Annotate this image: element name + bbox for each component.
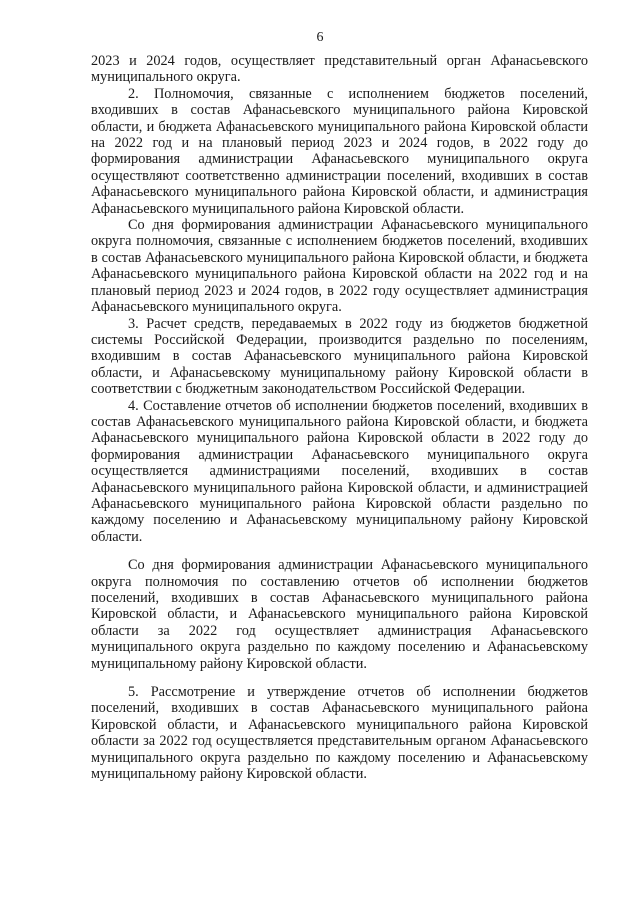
paragraph-item-5: 5. Рассмотрение и утверждение отчетов об исполнении бюджетов поселений, входивших в состав Афанасьевского муниципального района Кировской области, и Афанасьевского муниципального района Кировской области за 2022 год осуществляется представительным органом Афанасьевского муниципального округа раздельно по каждому поселению и Афанасьевскому муниципальному району Кировской области. — [91, 684, 588, 783]
paragraph-item-2-continued: Со дня формирования администрации Афанасьевского муниципального округа полномочия, связанные с исполнением бюджетов поселений, входивших в состав Афанасьевского муниципального района Кировской области, и бюджета Афанасьевского муниципального района Кировской области на 2022 год и на плановый период 2023 и 2024 годов, в 2022 году осуществляет администрация Афанасьевского муниципального округа. — [91, 217, 588, 316]
paragraph-item-4-continued: Со дня формирования администрации Афанасьевского муниципального округа полномочия по составлению отчетов об исполнении бюджетов поселений, входивших в состав Афанасьевского муниципального района Кировской области, и Афанасьевского муниципального района Кировской области за 2022 год осуществляет администрация Афанасьевского муниципального округа раздельно по каждому поселению и Афанасьевскому муниципальному району Кировской области. — [91, 557, 588, 672]
paragraph-item-4: 4. Составление отчетов об исполнении бюджетов поселений, входивших в состав Афанасьевского муниципального района Кировской области, и бюджета Афанасьевского муниципального района Кировской области в 2022 году до формирования администрации Афанасьевского муниципального округа осуществляется администрациями поселений, входивших в состав Афанасьевского муниципального района Кировской области, и администрацией Афанасьевского муниципального района Кировской области раздельно по каждому поселению и Афанасьевскому муниципальному району Кировской области. — [91, 397, 588, 545]
page-number: 6 — [316, 30, 324, 45]
paragraph-continuation: 2023 и 2024 годов, осуществляет представительный орган Афанасьевского муниципального округа. — [91, 53, 588, 86]
paragraph-item-2: 2. Полномочия, связанные с исполнением бюджетов поселений, входивших в состав Афанасьевского муниципального района Кировской области, и бюджета Афанасьевского муниципального района Кировской области на 2022 год и на плановый период 2023 и 2024 годов, в 2022 году до формирования администрации Афанасьевского муниципального округа осуществляют соответственно администрации поселений, входивших в состав Афанасьевского муниципального района Кировской области, и администрация Афанасьевского муниципального района Кировской области. — [91, 85, 588, 217]
paragraph-item-3: 3. Расчет средств, передаваемых в 2022 году из бюджетов бюджетной системы Российской Федерации, производится раздельно по поселениям, входившим в состав Афанасьевского муниципального района Кировской области, и Афанасьевскому муниципальному району Кировской области в соответствии с бюджетным законодательством Российской Федерации. — [91, 315, 588, 398]
document-body — [91, 53, 588, 782]
